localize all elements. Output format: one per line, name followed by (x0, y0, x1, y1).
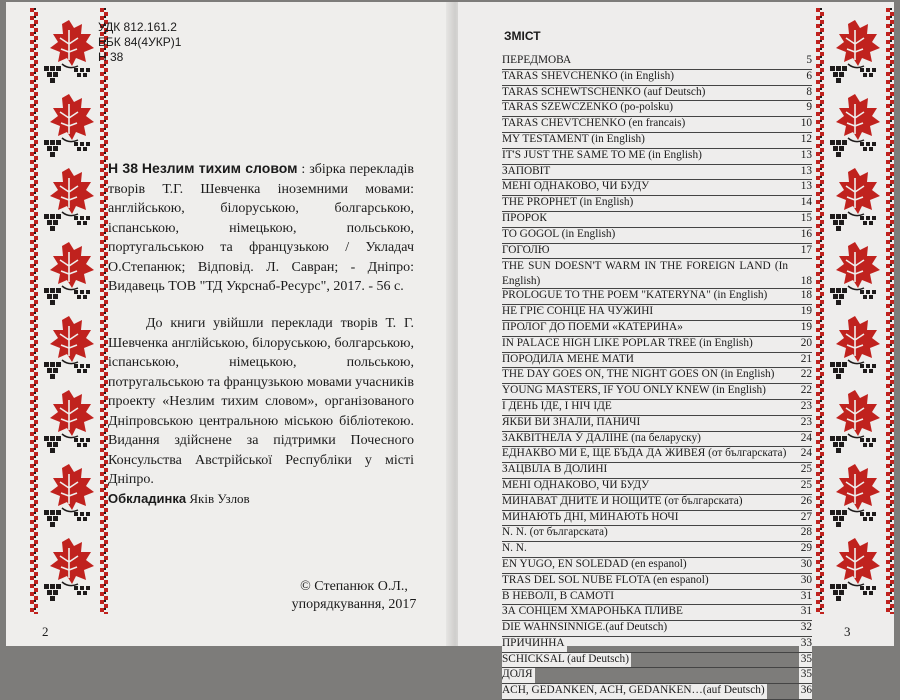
toc-item (502, 684, 812, 700)
toc-item-page: 17 (799, 244, 812, 259)
toc-item-page: 23 (799, 400, 812, 415)
toc-item-label: ПРИЧИННА (502, 637, 567, 652)
toc-item (502, 416, 812, 432)
toc-item-page: 25 (799, 463, 812, 478)
toc-item-label: ДОЛЯ (502, 668, 535, 683)
toc-item-page: 16 (799, 228, 812, 243)
toc-item-label: ЗА СОНЦЕМ ХМАРОНЬКА ПЛИВЕ (502, 605, 685, 620)
toc-item-page: 8 (804, 86, 812, 101)
grape-leaf-motif-icon (820, 312, 890, 389)
toc-item-label: ЗАЦВІЛА В ДОЛИНІ (502, 463, 609, 478)
toc-item-label: THE SUN DOESN'T WARM IN THE FOREIGN LAND (In English) (502, 260, 788, 287)
toc-item (502, 495, 812, 511)
toc-item-label: МИНАВАТ ДНИТЕ И НОЩИТЕ (от българската) (502, 495, 745, 510)
toc-item-page: 32 (799, 621, 812, 636)
toc-item (502, 542, 812, 558)
toc-item (502, 368, 812, 384)
grape-leaf-motif-icon (820, 16, 890, 93)
toc-item (502, 479, 812, 495)
grape-leaf-motif-icon (820, 164, 890, 241)
catalog-entry (108, 159, 414, 297)
toc-item-page: 35 (799, 653, 812, 668)
toc-item (502, 353, 812, 369)
grape-leaf-motif-icon (820, 460, 890, 537)
bibliographic-codes (98, 20, 181, 65)
toc-item-page: 20 (799, 337, 812, 352)
toc-item (502, 384, 812, 400)
toc-item (502, 558, 812, 574)
toc-item (502, 165, 812, 181)
toc-item-page: 33 (799, 637, 812, 652)
grape-leaf-motif-icon (34, 534, 104, 611)
toc-item (502, 228, 812, 244)
toc-item (502, 447, 812, 463)
toc-item-label: TARAS CHEVTCHENKO (en francais) (502, 117, 687, 132)
toc-item-label: ПОРОДИЛА МЕНЕ МАТИ (502, 353, 636, 368)
toc-item-page: 35 (799, 668, 812, 683)
toc-item-label: ГОГОЛЮ (502, 244, 552, 259)
author-mark: Н 38 (98, 50, 124, 64)
toc-item (502, 463, 812, 479)
toc-item (502, 511, 812, 527)
toc-item-label: SCHICKSAL (auf Deutsch) (502, 653, 631, 668)
toc-item (502, 212, 812, 228)
toc-item-page: 10 (799, 117, 812, 132)
toc-item-page: 31 (799, 605, 812, 620)
toc-item (502, 526, 812, 542)
toc-item-label: МЕНІ ОДНАКОВО, ЧИ БУДУ (502, 180, 651, 195)
toc-item (502, 321, 812, 337)
toc-item (502, 289, 812, 305)
toc-item-label: THE DAY GOES ON, THE NIGHT GOES ON (in English) (502, 368, 776, 383)
grape-leaf-motif-icon (820, 238, 890, 315)
entry-title: Незлим тихим словом (141, 160, 298, 176)
book-spread (6, 2, 894, 697)
toc-item-page: 13 (799, 180, 812, 195)
toc-item-page: 23 (799, 416, 812, 431)
page-number-left: 2 (42, 624, 49, 639)
toc-item (502, 117, 812, 133)
toc-item-label: ЗАПОВІТ (502, 165, 552, 180)
toc-item-page: 31 (799, 590, 812, 605)
toc-item (502, 432, 812, 448)
toc-item (502, 196, 812, 212)
border-motif-column (34, 16, 104, 606)
embroidery-border-right (816, 8, 894, 614)
toc-item-page: 30 (799, 574, 812, 589)
toc-item-label: PROLOGUE TO THE POEM "KATERYNA" (in English) (502, 289, 769, 304)
toc-item-page: 36 (799, 684, 812, 699)
toc-item-page: 9 (804, 101, 812, 116)
toc-item-label: ПРОРОК (502, 212, 549, 227)
toc-item (502, 259, 812, 289)
toc-item-label: IN PALACE HIGH LIKE POPLAR TREE (in English) (502, 337, 755, 352)
table-of-contents (502, 54, 812, 700)
toc-item (502, 70, 812, 86)
toc-item-label: THE PROPHET (in English) (502, 196, 635, 211)
cover-credit (108, 491, 250, 507)
toc-item-label: ПРОЛОГ ДО ПОЕМИ «КАТЕРИНА» (502, 321, 685, 336)
toc-item-label: MY TESTAMENT (in English) (502, 133, 647, 148)
page-number-right: 3 (844, 624, 851, 639)
toc-item-page: 24 (799, 447, 812, 462)
toc-item-page: 19 (799, 321, 812, 336)
toc-item-label: ЕДНАКВО МИ Е, ЩЕ БЪДА ДА ЖИВЕЯ (от българската) (502, 447, 788, 462)
grape-leaf-motif-icon (34, 90, 104, 167)
toc-item-label: ЯКБИ ВИ ЗНАЛИ, ПАНИЧІ (502, 416, 642, 431)
bbk-code: ББК 84(4УКР)1 (98, 35, 182, 49)
copyright-line-1: © Степанюк О.Л., (300, 579, 408, 594)
grape-leaf-motif-icon (34, 16, 104, 93)
toc-item (502, 668, 812, 684)
toc-item (502, 244, 812, 260)
toc-item-page: 19 (799, 305, 812, 320)
toc-item-page: 22 (799, 368, 812, 383)
toc-item-label: ПЕРЕДМОВА (502, 54, 573, 69)
toc-item (502, 637, 812, 653)
toc-item-page: 6 (804, 70, 812, 85)
toc-item-page: 15 (799, 212, 812, 227)
toc-item-label: TARAS SCHEWTSCHENKO (auf Deutsch) (502, 86, 707, 101)
toc-item (502, 605, 812, 621)
toc-item-label: YOUNG MASTERS, IF YOU ONLY KNEW (in English) (502, 384, 768, 399)
embroidery-border-left (30, 8, 108, 614)
toc-item (502, 101, 812, 117)
toc-title: ЗМІСТ (504, 29, 541, 43)
toc-item-label: МИНАЮТЬ ДНІ, МИНАЮТЬ НОЧІ (502, 511, 681, 526)
cover-label: Обкладинка (108, 491, 187, 506)
cover-artist: Яків Узлов (186, 491, 250, 506)
grape-leaf-motif-icon (820, 534, 890, 611)
toc-item-label: TARAS SHEVCHENKO (in English) (502, 70, 676, 85)
toc-item-page: 28 (799, 526, 812, 541)
toc-item-page: 13 (799, 149, 812, 164)
grape-leaf-motif-icon (34, 386, 104, 463)
toc-item (502, 149, 812, 165)
toc-item (502, 180, 812, 196)
toc-item-page: 24 (799, 432, 812, 447)
copyright (274, 578, 434, 614)
toc-item-page: 26 (799, 495, 812, 510)
toc-item-page: 22 (799, 384, 812, 399)
toc-item (502, 653, 812, 669)
copyright-line-2: упорядкування, 2017 (291, 597, 417, 612)
grape-leaf-motif-icon (34, 164, 104, 241)
entry-text: : збірка перекладів творів Т.Г. Шевченка іноземними мовами: англійською, білоруською, болгарською, іспанською, німецькою, польською, португальською та французькою / Укладач О.Степанюк; Відповід. Л. Савран; - Дніпро: Видавець ТОВ "ТД Укрснаб-Ресурс", 2017. - 56 с. (108, 162, 415, 294)
toc-item-label: N. N. (502, 542, 529, 557)
toc-item-label: N. N. (от българската) (502, 526, 610, 541)
grape-leaf-motif-icon (34, 460, 104, 537)
toc-item-page: 25 (799, 479, 812, 494)
left-page (6, 2, 452, 646)
entry-code: Н 38 (108, 160, 138, 176)
toc-item-page: 21 (799, 353, 812, 368)
toc-item-page: 30 (799, 558, 812, 573)
toc-item (502, 574, 812, 590)
toc-item-page: 18 (800, 274, 812, 287)
toc-item-label: МЕНІ ОДНАКОВО, ЧИ БУДУ (502, 479, 651, 494)
grape-leaf-motif-icon (820, 90, 890, 167)
toc-item (502, 54, 812, 70)
toc-item (502, 337, 812, 353)
toc-item-label: IT'S JUST THE SAME TO ME (in English) (502, 149, 704, 164)
toc-item (502, 133, 812, 149)
toc-item (502, 305, 812, 321)
toc-item (502, 590, 812, 606)
toc-item-page: 5 (804, 54, 812, 69)
grape-leaf-motif-icon (820, 386, 890, 463)
border-motif-column (820, 16, 890, 606)
toc-item-label: TRAS DEL SOL NUBE FLOTA (en espanol) (502, 574, 711, 589)
toc-item-label: НЕ ГРІЄ СОНЦЕ НА ЧУЖИНІ (502, 305, 655, 320)
toc-item (502, 400, 812, 416)
toc-item-page: 29 (799, 542, 812, 557)
book-description: До книги увійшли переклади творів Т. Г. Шевченка англійською, білоруською, болгарською, іспанською, німецькою, польською, потругальською та французькою мовами учасників проекту «Незлим тихим словом», організованого Дніпровською центральною міською бібліотекою. Видання здійснене за підтримки Почесного Консульства Австрійської Республіки у місті Дніпро. (108, 316, 414, 487)
toc-item-label: В НЕВОЛІ, В САМОТІ (502, 590, 616, 605)
toc-item (502, 621, 812, 637)
toc-item-label: DIE WAHNSINNIGE.(auf Deutsch) (502, 621, 669, 636)
toc-item-label: TO GOGOL (in English) (502, 228, 617, 243)
toc-item-page: 18 (799, 289, 812, 304)
toc-item-page: 12 (799, 133, 812, 148)
grape-leaf-motif-icon (34, 238, 104, 315)
toc-item-page: 13 (799, 165, 812, 180)
toc-item-label: І ДЕНЬ ІДЕ, І НІЧ ІДЕ (502, 400, 614, 415)
grape-leaf-motif-icon (34, 312, 104, 389)
toc-item-label: ЗАКВІТНЕЛА Ў ДАЛІНЕ (па беларуску) (502, 432, 703, 447)
toc-item-page: 14 (799, 196, 812, 211)
udc-code: УДК 812.161.2 (98, 20, 177, 34)
toc-item (502, 86, 812, 102)
toc-item-label: TARAS SZEWCZENKO (po-polsku) (502, 101, 675, 116)
toc-item-label: ACH, GEDANKEN, ACH, GEDANKEN…(auf Deutsch) (502, 684, 767, 699)
toc-item-label: EN YUGO, EN SOLEDAD (en espanol) (502, 558, 689, 573)
toc-item-page: 27 (799, 511, 812, 526)
